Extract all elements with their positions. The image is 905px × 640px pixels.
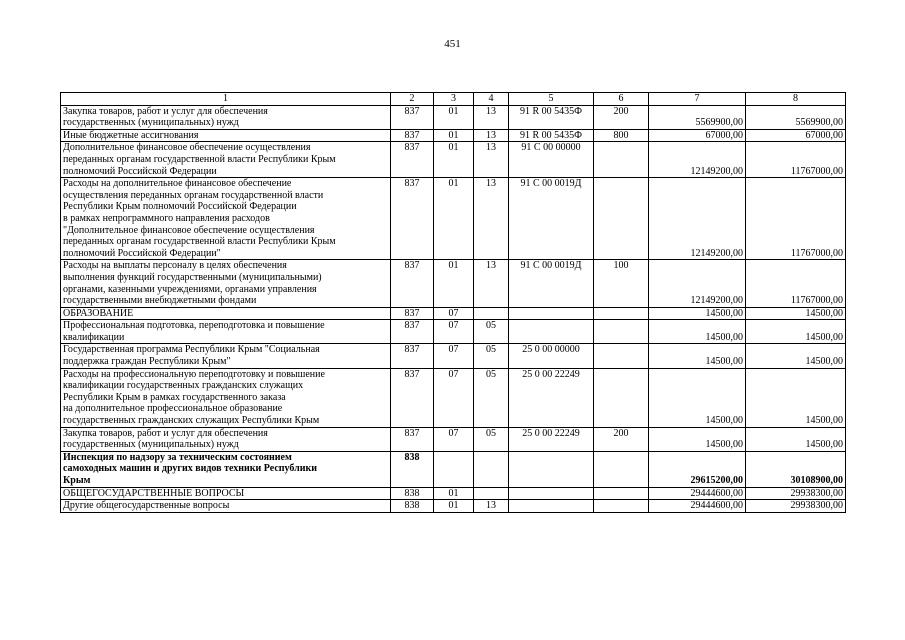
row-name-cell (61, 368, 391, 427)
ved-code-cell: 837 (391, 142, 434, 178)
expense-type-cell (594, 320, 649, 344)
row-name-line: Республики Крым в рамках государственного заказа (63, 391, 286, 403)
row-name-line: осуществления переданных органам государственной власти (63, 189, 324, 201)
amount-year1-cell: 12149200,00 (649, 142, 746, 178)
section-code-cell: 01 (434, 105, 474, 129)
target-article-cell: 91 R 00 5435Ф (509, 129, 594, 142)
subsection-code-cell: 05 (474, 344, 509, 368)
expense-type-cell (594, 500, 649, 513)
row-name-line: государственных (муниципальных) нужд (63, 117, 239, 129)
table-row (61, 260, 846, 307)
row-name-line: Профессиональная подготовка, переподготовка и повышение (63, 320, 325, 332)
amount-year2-cell: 5569900,00 (746, 105, 846, 129)
row-name-cell (61, 451, 391, 487)
amount-year1-cell: 14500,00 (649, 307, 746, 320)
header-row (61, 93, 846, 106)
budget-body (61, 93, 846, 513)
subsection-code-cell (474, 487, 509, 500)
row-name-line: выполнения функций государственными (муниципальными) (63, 271, 322, 283)
table-row (61, 307, 846, 320)
header-cell: 1 (61, 93, 391, 106)
row-name-line: Расходы на дополнительное финансовое обеспечение (63, 178, 292, 190)
ved-code-cell: 837 (391, 427, 434, 451)
header-cell: 4 (474, 93, 509, 106)
ved-code-cell: 837 (391, 178, 434, 260)
row-name-line: государственных гражданских служащих Республики Крым (63, 415, 320, 427)
section-code-cell: 07 (434, 368, 474, 427)
row-name-line: Другие общегосударственные вопросы (63, 500, 230, 512)
expense-type-cell (594, 344, 649, 368)
section-code-cell: 01 (434, 487, 474, 500)
table-row (61, 500, 846, 513)
table-row (61, 320, 846, 344)
amount-year2-cell: 29938300,00 (746, 500, 846, 513)
amount-year2-cell: 30108900,00 (746, 451, 846, 487)
row-name-line: полномочий Российской Федерации" (63, 247, 221, 259)
table-row (61, 178, 846, 260)
header-cell: 8 (746, 93, 846, 106)
target-article-cell (509, 320, 594, 344)
target-article-cell: 25 0 00 22249 (509, 427, 594, 451)
row-name-line: органами, казенными учреждениями, органами управления (63, 283, 317, 295)
amount-year2-cell: 14500,00 (746, 368, 846, 427)
amount-year2-cell: 14500,00 (746, 320, 846, 344)
section-code-cell (434, 451, 474, 487)
row-name-cell (61, 320, 391, 344)
row-name-cell (61, 178, 391, 260)
expense-type-cell (594, 487, 649, 500)
header-cell: 5 (509, 93, 594, 106)
row-name-line: в рамках непрограммного направления расходов (63, 212, 270, 224)
expense-type-cell: 200 (594, 427, 649, 451)
ved-code-cell: 838 (391, 487, 434, 500)
row-name-line: Дополнительное финансовое обеспечение осуществления (63, 142, 311, 154)
row-name-line: "Дополнительное финансовое обеспечение осуществления (63, 224, 315, 236)
row-name-line: ОБРАЗОВАНИЕ (63, 307, 134, 319)
subsection-code-cell (474, 451, 509, 487)
target-article-cell (509, 487, 594, 500)
page-number: 451 (444, 38, 461, 50)
amount-year1-cell: 29444600,00 (649, 487, 746, 500)
row-name-line: полномочий Российской Федерации (63, 165, 217, 177)
amount-year2-cell: 14500,00 (746, 307, 846, 320)
ved-code-cell: 837 (391, 129, 434, 142)
budget-table (60, 92, 846, 513)
amount-year1-cell: 29615200,00 (649, 451, 746, 487)
expense-type-cell (594, 451, 649, 487)
row-name-line: Инспекция по надзору за техническим состоянием (63, 451, 292, 463)
table-row (61, 344, 846, 368)
row-name-line: Государственная программа Республики Крым "Социальная (63, 344, 320, 356)
amount-year2-cell: 11767000,00 (746, 142, 846, 178)
target-article-cell (509, 307, 594, 320)
expense-type-cell: 800 (594, 129, 649, 142)
target-article-cell: 91 С 00 0019Д (509, 178, 594, 260)
row-name-line: поддержка граждан Республики Крым" (63, 356, 231, 368)
expense-type-cell: 200 (594, 105, 649, 129)
target-article-cell: 25 0 00 00000 (509, 344, 594, 368)
amount-year1-cell: 67000,00 (649, 129, 746, 142)
subsection-code-cell: 13 (474, 500, 509, 513)
row-name-line: государственных (муниципальных) нужд (63, 439, 239, 451)
section-code-cell: 01 (434, 178, 474, 260)
row-name-line: ОБЩЕГОСУДАРСТВЕННЫЕ ВОПРОСЫ (63, 487, 245, 499)
subsection-code-cell: 05 (474, 368, 509, 427)
row-name-line: квалификации государственных гражданских служащих (63, 380, 304, 392)
target-article-cell: 25 0 00 22249 (509, 368, 594, 427)
amount-year1-cell: 12149200,00 (649, 260, 746, 307)
row-name-line: Закупка товаров, работ и услуг для обеспечения (63, 105, 268, 117)
ved-code-cell: 837 (391, 368, 434, 427)
subsection-code-cell: 13 (474, 129, 509, 142)
row-name-cell (61, 105, 391, 129)
table-row (61, 129, 846, 142)
section-code-cell: 01 (434, 500, 474, 513)
section-code-cell: 01 (434, 260, 474, 307)
ved-code-cell: 837 (391, 320, 434, 344)
target-article-cell: 91 R 00 5435Ф (509, 105, 594, 129)
amount-year2-cell: 14500,00 (746, 344, 846, 368)
subsection-code-cell: 13 (474, 142, 509, 178)
expense-type-cell (594, 368, 649, 427)
ved-code-cell: 837 (391, 260, 434, 307)
amount-year1-cell: 29444600,00 (649, 500, 746, 513)
ved-code-cell: 837 (391, 105, 434, 129)
header-cell: 6 (594, 93, 649, 106)
table-row (61, 427, 846, 451)
amount-year2-cell: 11767000,00 (746, 178, 846, 260)
row-name-line: квалификации (63, 331, 125, 343)
subsection-code-cell: 13 (474, 260, 509, 307)
ved-code-cell: 837 (391, 307, 434, 320)
section-code-cell: 01 (434, 129, 474, 142)
section-code-cell: 07 (434, 344, 474, 368)
subsection-code-cell (474, 307, 509, 320)
ved-code-cell: 838 (391, 500, 434, 513)
row-name-cell (61, 129, 391, 142)
amount-year1-cell: 14500,00 (649, 427, 746, 451)
amount-year2-cell: 29938300,00 (746, 487, 846, 500)
amount-year1-cell: 14500,00 (649, 368, 746, 427)
header-cell: 7 (649, 93, 746, 106)
ved-code-cell: 837 (391, 344, 434, 368)
row-name-cell (61, 500, 391, 513)
section-code-cell: 07 (434, 307, 474, 320)
target-article-cell (509, 451, 594, 487)
row-name-line: Иные бюджетные ассигнования (63, 129, 199, 141)
row-name-line: государственными внебюджетными фондами (63, 295, 257, 307)
target-article-cell: 91 С 00 00000 (509, 142, 594, 178)
row-name-line: на дополнительное профессиональное образование (63, 403, 283, 415)
amount-year1-cell: 12149200,00 (649, 178, 746, 260)
target-article-cell (509, 500, 594, 513)
amount-year1-cell: 5569900,00 (649, 105, 746, 129)
row-name-cell (61, 260, 391, 307)
row-name-line: Расходы на профессиональную переподготовку и повышение (63, 368, 325, 380)
header-cell: 2 (391, 93, 434, 106)
subsection-code-cell: 05 (474, 320, 509, 344)
subsection-code-cell: 13 (474, 105, 509, 129)
section-code-cell: 07 (434, 427, 474, 451)
row-name-line: переданных органам государственной власти Республики Крым (63, 153, 336, 165)
table-row (61, 142, 846, 178)
target-article-cell: 91 С 00 0019Д (509, 260, 594, 307)
amount-year1-cell: 14500,00 (649, 320, 746, 344)
amount-year2-cell: 67000,00 (746, 129, 846, 142)
expense-type-cell: 100 (594, 260, 649, 307)
row-name-line: Закупка товаров, работ и услуг для обеспечения (63, 427, 268, 439)
amount-year2-cell: 14500,00 (746, 427, 846, 451)
row-name-cell (61, 344, 391, 368)
section-code-cell: 07 (434, 320, 474, 344)
expense-type-cell (594, 307, 649, 320)
subsection-code-cell: 13 (474, 178, 509, 260)
expense-type-cell (594, 142, 649, 178)
row-name-line: Расходы на выплаты персоналу в целях обеспечения (63, 260, 287, 272)
header-cell: 3 (434, 93, 474, 106)
row-name-line: переданных органам государственной власти Республики Крым (63, 236, 336, 248)
row-name-line: Республики Крым полномочий Российской Федерации (63, 201, 297, 213)
table-row (61, 451, 846, 487)
expense-type-cell (594, 178, 649, 260)
row-name-cell (61, 487, 391, 500)
table-row (61, 105, 846, 129)
row-name-cell (61, 427, 391, 451)
section-code-cell: 01 (434, 142, 474, 178)
amount-year1-cell: 14500,00 (649, 344, 746, 368)
table-row (61, 487, 846, 500)
subsection-code-cell: 05 (474, 427, 509, 451)
row-name-cell (61, 142, 391, 178)
row-name-line: Крым (63, 475, 91, 486)
row-name-line: самоходных машин и других видов техники Республики (63, 463, 318, 475)
table-row (61, 368, 846, 427)
amount-year2-cell: 11767000,00 (746, 260, 846, 307)
row-name-cell (61, 307, 391, 320)
ved-code-cell: 838 (391, 451, 434, 487)
